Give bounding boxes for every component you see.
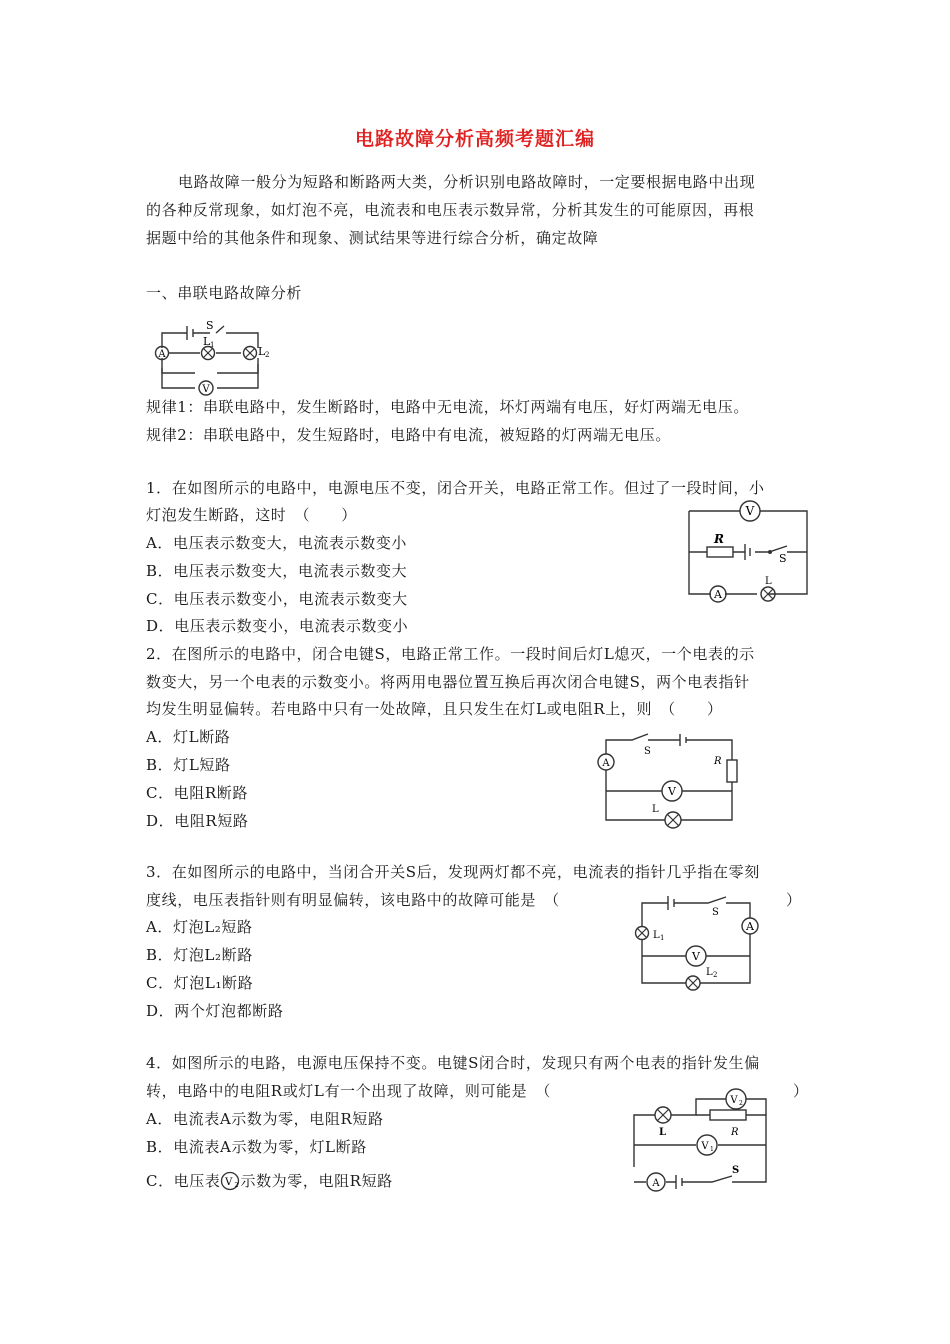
rule-1: 规律1：串联电路中，发生断路时，电路中无电流，坏灯两端有电压，好灯两端无电压。 (146, 398, 749, 416)
q4-v1-label: V (701, 1141, 709, 1152)
lamp2-label: L (258, 345, 266, 358)
inline-v2-letter: V (225, 1177, 234, 1188)
q2-option-d: D．电阻R短路 (146, 812, 249, 830)
q2-switch-label: S (644, 746, 651, 757)
q3-option-b: B．灯泡L₂断路 (146, 946, 253, 964)
rule-2: 规律2：串联电路中，发生短路时，电路中有电流，被短路的灯两端无电压。 (146, 426, 671, 444)
q4-stem-2: 转，电路中的电阻R或灯L有一个出现了故障，则可能是 （ (146, 1082, 551, 1100)
q4-v1-subscript: 1 (710, 1146, 714, 1153)
q2-voltmeter-label: V (668, 785, 676, 798)
q2-lamp-label: L (652, 804, 659, 815)
q3-lamp2-label: L (706, 967, 713, 978)
q1-stem-2: 灯泡发生断路，这时 （ ） (146, 506, 357, 524)
q3-voltmeter-label: V (692, 950, 700, 963)
intro-line-1: 电路故障一般分为短路和断路两大类，分析识别电路故障时，一定要根据电路中出现 (178, 173, 756, 191)
q3-lamp2-subscript: 2 (713, 971, 718, 979)
q3-option-d: D．两个灯泡都断路 (146, 1002, 284, 1020)
q1-option-c: C．电压表示数变小，电流表示数变大 (146, 590, 408, 608)
q2-resistor-label: R (714, 756, 722, 767)
q1-ammeter-label: A (714, 588, 722, 601)
q4-ammeter-label: A (652, 1178, 660, 1189)
q2-option-c: C．电阻R断路 (146, 784, 248, 802)
voltmeter-label: V (202, 384, 210, 395)
q4-stem-close: ） (793, 1082, 809, 1100)
q1-circuit-diagram (683, 498, 813, 608)
q3-stem-1: 3．在如图所示的电路中，当闭合开关S后，发现两灯都不亮，电流表的指针几乎指在零刻 (146, 863, 760, 881)
q4-v2-label: V (730, 1095, 738, 1106)
q4-circuit-diagram (628, 1085, 773, 1195)
q3-option-a: A．灯泡L₂短路 (146, 918, 253, 936)
q4-option-c (146, 1171, 393, 1191)
series-circuit-diagram (150, 318, 280, 396)
switch-label: S (206, 319, 214, 332)
q1-stem-1: 1．在如图所示的电路中，电源电压不变，闭合开关，电路正常工作。但过了一段时间，小 (146, 479, 765, 497)
q4-lamp-label: L (659, 1127, 667, 1138)
q3-lamp1-label: L (653, 930, 660, 941)
q3-ammeter-label: A (746, 920, 754, 933)
intro-line-3: 据题中给的其他条件和现象、测试结果等进行综合分析，确定故障 (146, 229, 599, 247)
q1-option-b: B．电压表示数变大，电流表示数变大 (146, 562, 408, 580)
q2-stem-3: 均发生明显偏转。若电路中只有一处故障，且只发生在灯L或电阻R上，则 （ ） (146, 700, 723, 718)
q1-voltmeter-label: V (745, 504, 755, 518)
q2-ammeter-label: A (602, 758, 610, 769)
page-title: 电路故障分析高频考题汇编 (354, 128, 595, 150)
q4-option-c-suffix: 示数为零，电阻R短路 (240, 1172, 393, 1190)
q3-circuit-diagram (630, 893, 770, 993)
section-heading: 一、串联电路故障分析 (146, 284, 303, 302)
q4-v2-subscript: 2 (739, 1100, 743, 1107)
q3-switch-label: S (712, 907, 719, 918)
q1-lamp-label: L (765, 576, 772, 587)
q3-option-c: C．灯泡L₁断路 (146, 974, 254, 992)
lamp1-label: L (203, 335, 211, 348)
q2-stem-2: 数变大，另一个电表的示数变小。将两用电器位置互换后再次闭合电键S，两个电表指针 (146, 673, 750, 691)
q1-resistor-label: R (714, 532, 724, 546)
lamp1-subscript: 1 (210, 341, 215, 349)
intro-line-2: 的各种反常现象，如灯泡不亮，电流表和电压表示数异常，分析其发生的可能原因，再根 (146, 201, 755, 219)
inline-v2-subscript: 2 (234, 1182, 240, 1189)
q2-stem-1: 2．在图所示的电路中，闭合电键S，电路正常工作。一段时间后灯L熄灭，一个电表的示 (146, 645, 755, 663)
ammeter-label: A (158, 349, 166, 360)
lamp2-subscript: 2 (265, 351, 270, 359)
q3-stem-close: ） (786, 891, 802, 909)
q4-stem-1: 4．如图所示的电路，电源电压保持不变。电键S闭合时，发现只有两个电表的指针发生偏 (146, 1054, 760, 1072)
q4-option-b: B．电流表A示数为零，灯L断路 (146, 1138, 367, 1156)
q1-option-d: D．电压表示数变小，电流表示数变小 (146, 617, 409, 635)
q3-stem-2: 度线，电压表指针则有明显偏转，该电路中的故障可能是 （ (146, 891, 560, 909)
q4-option-a: A．电流表A示数为零，电阻R短路 (146, 1110, 384, 1128)
voltmeter-v2-icon (220, 1171, 240, 1191)
q1-option-a: A．电压表示数变大，电流表示数变小 (146, 534, 408, 552)
q4-switch-label: S (732, 1165, 740, 1176)
q2-option-a: A．灯L断路 (146, 728, 231, 746)
q4-option-c-prefix: C．电压表 (146, 1172, 221, 1190)
q3-lamp1-subscript: 1 (660, 934, 665, 942)
q1-switch-label: S (779, 552, 787, 565)
q2-option-b: B．灯L短路 (146, 756, 231, 774)
q2-circuit-diagram (596, 730, 746, 830)
q4-resistor-label: R (731, 1127, 739, 1138)
